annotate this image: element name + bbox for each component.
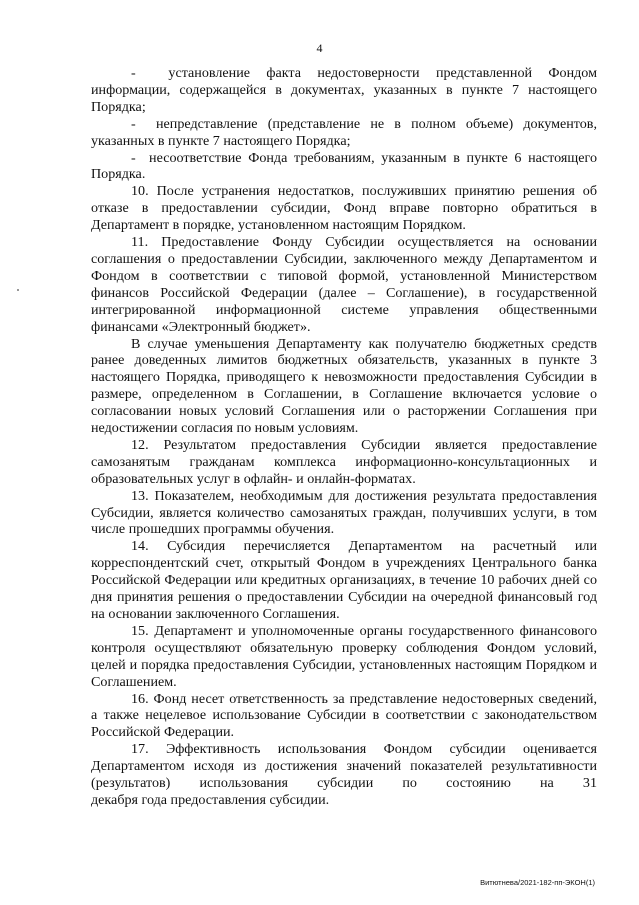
paragraph-12: 12. Результатом предоставления Субсидии является предоставление самозанятым гражданам комплекса информационно-консультационных и образовательных услуг в офлайн- и онлайн-форматах. bbox=[91, 436, 597, 487]
paragraph-bullet-invalid-info: - установление факта недостоверности представленной Фондом информации, содержащейся в документах, указанных в пункте 7 настоящего Порядка; bbox=[91, 65, 597, 115]
paragraph-17-end: декабря года предоставления субсидии. bbox=[91, 791, 330, 808]
paragraph-11-continuation: В случае уменьшения Департаменту как получателю бюджетных средств ранее доведенных лимитов бюджетных обязательств, указанных в пункте 3 настоящего Порядка, приводящего к невозможности предоставления Субсидии в размере, определенном в Соглашении, в Соглашение включается условие о согласовании новых условий Соглашения или о расторжении Соглашения при недостижении согласия по новым условиям. bbox=[91, 335, 597, 437]
paragraph-13: 13. Показателем, необходимым для достижения результата предоставления Субсидии, является количество самозанятых граждан, получивших услуги, в том числе прошедших программы обучения. bbox=[91, 487, 597, 538]
paragraph-10: 10. После устранения недостатков, послуживших принятию решения об отказе в предоставлении субсидии, Фонд вправе повторно обратиться в Департамент в порядке, установленном настоящим Порядком. bbox=[91, 183, 597, 234]
paragraph-11: 11. Предоставление Фонду Субсидии осуществляется на основании соглашения о предоставлении Субсидии, заключенного между Департаментом и Фондом в соответствии с типовой формой, установленной Министерством финансов Российской Федерации (далее – Соглашение), в государственной интегрированной информационной системе управления общественными финансами «Электронный бюджет». bbox=[91, 234, 597, 335]
page-number: 4 bbox=[316, 41, 323, 55]
paragraph-bullet-noncompliance: - несоответствие Фонда требованиям, указанным в пункте 6 настоящего Порядка. bbox=[91, 149, 597, 183]
paragraph-17: 17. Эффективность использования Фондом субсидии оценивается Департаментом исходя из достижения значений показателей результативности (результатов) использования субсидии по состоянию на 31 bbox=[91, 741, 597, 792]
document-body bbox=[91, 65, 597, 809]
paragraph-16: 16. Фонд несет ответственность за представление недостоверных сведений, а также нецелевое использование Субсидии в соответствии с законодательством Российской Федерации. bbox=[91, 690, 597, 741]
document-footer-code: Витютнева/2021-182-пп-ЭКОН(1) bbox=[480, 878, 595, 887]
scan-speck bbox=[17, 289, 19, 291]
paragraph-bullet-missing-documents: - непредставление (представление не в полном объеме) документов, указанных в пункте 7 настоящего Порядка; bbox=[91, 115, 597, 149]
paragraph-14: 14. Субсидия перечисляется Департаментом на расчетный или корреспондентский счет, открытый Фондом в учреждениях Центрального банка Российской Федерации или кредитных организациях, в течение 10 рабочих дней со дня принятия решения о предоставлении Субсидии на очередной финансовый год на основании заключенного Соглашения. bbox=[91, 538, 597, 622]
paragraph-15: 15. Департамент и уполномоченные органы государственного финансового контроля осуществляют обязательную проверку соблюдения Фондом условий, целей и порядка предоставления Субсидии, установленных настоящим Порядком и Соглашением. bbox=[91, 622, 597, 690]
